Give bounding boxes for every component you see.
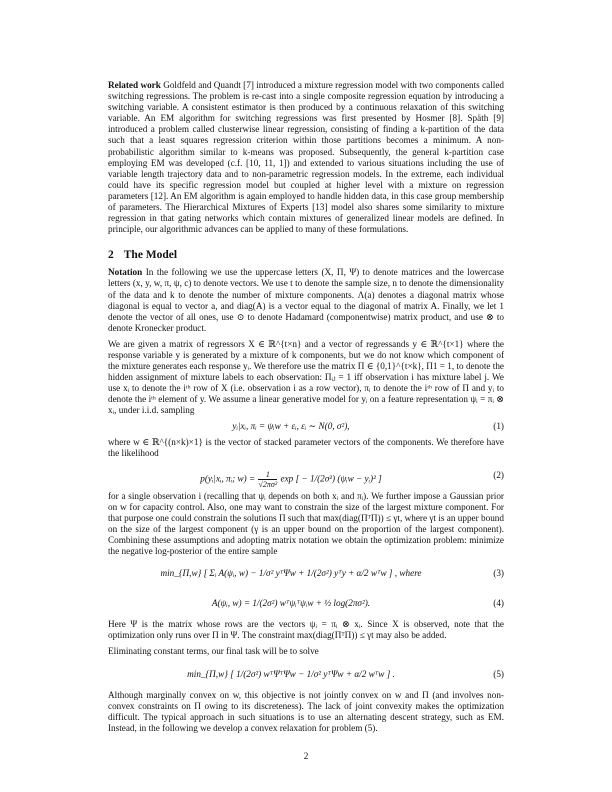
equation-4 xyxy=(108,589,504,617)
page-number: 2 xyxy=(303,751,309,761)
section-number: 2 xyxy=(108,249,114,262)
equation-2-rhs: exp [ − 1/(2σ²) (ψᵢw − yᵢ)² ] xyxy=(280,473,382,484)
convexity-paragraph: Although marginally convex on w, this objective is not jointly convex on w and Π (and involves non-convex constraints on Π owing to its discreteness). The lack of joint convexity makes the optimization difficult. The typical approach in such situations is to use an alternating descent strategy, such as EM. Instead, in the following we develop a convex relaxation for problem (5). xyxy=(108,689,504,733)
psi-paragraph: Here Ψ is the matrix whose rows are the vectors ψᵢ = πᵢ ⊗ xᵢ. Since X is observed, note that the optimization only runs over Π in Ψ. The constraint max(diag(ΠᵀΠ)) ≤ γt may also be added. xyxy=(108,619,504,641)
equation-3-number: (3) xyxy=(493,568,504,579)
notation-paragraph xyxy=(108,267,504,334)
section-heading xyxy=(108,249,504,261)
likelihood-paragraph: where w ∈ ℝ^{(n×k)×1} is the vector of stacked parameter vectors of the components. We therefore have the likelihood xyxy=(108,436,504,458)
equation-5-number: (5) xyxy=(493,668,504,679)
equation-1-number: (1) xyxy=(493,420,504,431)
equation-1 xyxy=(108,419,504,435)
equation-2-fraction: $\frac{1}{\text{√2πσ²}}$ xyxy=(258,469,278,489)
equation-3-body: min_{Π,w} [ Σᵢ A(ψᵢ, w) − 1/σ² yᵀΨw + 1/(2σ²) yᵀy + α/2 wᵀw ] , where xyxy=(160,568,422,579)
page-body xyxy=(108,80,504,734)
equation-4-number: (4) xyxy=(493,598,504,609)
prior-paragraph: for a single observation i (recalling that ψᵢ depends on both xᵢ and πᵢ). We further impose a Gaussian prior on w for capacity control. Also, one may want to constrain the size of the largest mixture component. For that purpose one could constrain the solutions Π such that max(diag(ΠᵀΠ)) ≤ γt, where γt is an upper bound on the size of the largest component (γ is an upper bound on the proportion of the largest component). Combining these assumptions and adopting matrix notation we obtain the optimization problem: minimize the negative log-posterior of the entire sample xyxy=(108,490,504,557)
equation-1-body: yᵢ|xᵢ, πᵢ = ψᵢw + εᵢ, εᵢ ∼ N(0, σ²), xyxy=(232,420,350,431)
related-work-text: Goldfeld and Quandt [7] introduced a mixture regression model with two components called switching regressions. The problem is re-cast into a single composite regression equation by introducing a switching variable. A consistent estimator is then produced by a continuous relaxation of this switching variable. An EM algorithm for switching regressions was first presented by Hosmer [8]. Späth [9] introduced a problem called clusterwise linear regression, consisting of finding a k-partition of the data such that a least squares regression criterion within those partitions becomes a minimum. A non-probabilistic algorithm similar to k-means was proposed. Subsequently, the general k-partition case employing EM was developed (c.f. [10, 11, 1]) and extended to various situations including the use of variable length trajectory data and to non-parametric regression models. In the extreme, each individual could have its specific regression model but coupled at higher level with a mixture on regression parameters [12]. An EM algorithm is again employed to handle hidden data, in this case group membership of parameters. The Hierarchical Mixtures of Experts [13] model also shares some similarity to mixture regression in that gating networks which contain mixtures of generalized linear models are defined. In principle, our algorithmic advances can be applied to many of these formulations. xyxy=(108,80,505,235)
equation-2-number: (2) xyxy=(493,469,504,480)
notation-text: In the following we use the uppercase letters (X, Π, Ψ) to denote matrices and the lowercase letters (x, y, w, π, ψ, c) to denote vectors. We use t to denote the sample size, n to denote the dimensionality of the data and k to denote the number of mixture components. Λ(a) denotes a diagonal matrix whose diagonal is equal to vector a, and diag(A) is a vector equal to the diagonal of matrix A. Finally, we let 1 denote the vector of all ones, use ⊙ to denote Hadamard (componentwise) matrix product, and use ⊗ to denote Kronecker product. xyxy=(108,267,505,333)
eliminating-paragraph: Eliminating constant terms, our final task will be to solve xyxy=(108,646,319,657)
related-work-heading: Related work xyxy=(108,80,161,90)
equation-4-body: A(ψᵢ, w) = 1/(2σ²) wᵀψᵢᵀψᵢw + ½ log(2πσ²). xyxy=(211,598,371,609)
model-paragraph: We are given a matrix of regressors X ∈ ℝ^{t×n} and a vector of regressands y ∈ ℝ^{t×1} where the response variable y is generated by a mixture of k components, but we do not know which component of the mixture generates each response yᵢ. We therefore use the matrix Π ∈ {0,1}^{t×k}, Π1 = 1, to denote the hidden assignment of mixture labels to each observation: Πᵢⱼ = 1 iff observation i has mixture label j. We use xᵢ to denote the iᵗʰ row of X (i.e. observation i as a row vector), πᵢ to denote the iᵗʰ row of Π and yᵢ to denote the iᵗʰ element of y. We assume a linear generative model for yᵢ on a feature representation ψᵢ = πᵢ ⊗ xᵢ, under i.i.d. sampling xyxy=(108,338,504,416)
equation-3 xyxy=(108,559,504,587)
related-work-paragraph xyxy=(108,80,504,235)
equation-5 xyxy=(108,660,504,688)
equation-2-lhs: p(yᵢ|xᵢ, πᵢ; w) = xyxy=(200,473,256,484)
section-title: The Model xyxy=(123,249,178,262)
equation-5-body: min_{Π,w} [ 1/(2σ²) wᵀΨᵀΨw − 1/σ² yᵀΨw + α/2 wᵀw ] . xyxy=(187,668,395,679)
equation-2 xyxy=(108,461,504,489)
notation-heading: Notation xyxy=(108,267,143,278)
